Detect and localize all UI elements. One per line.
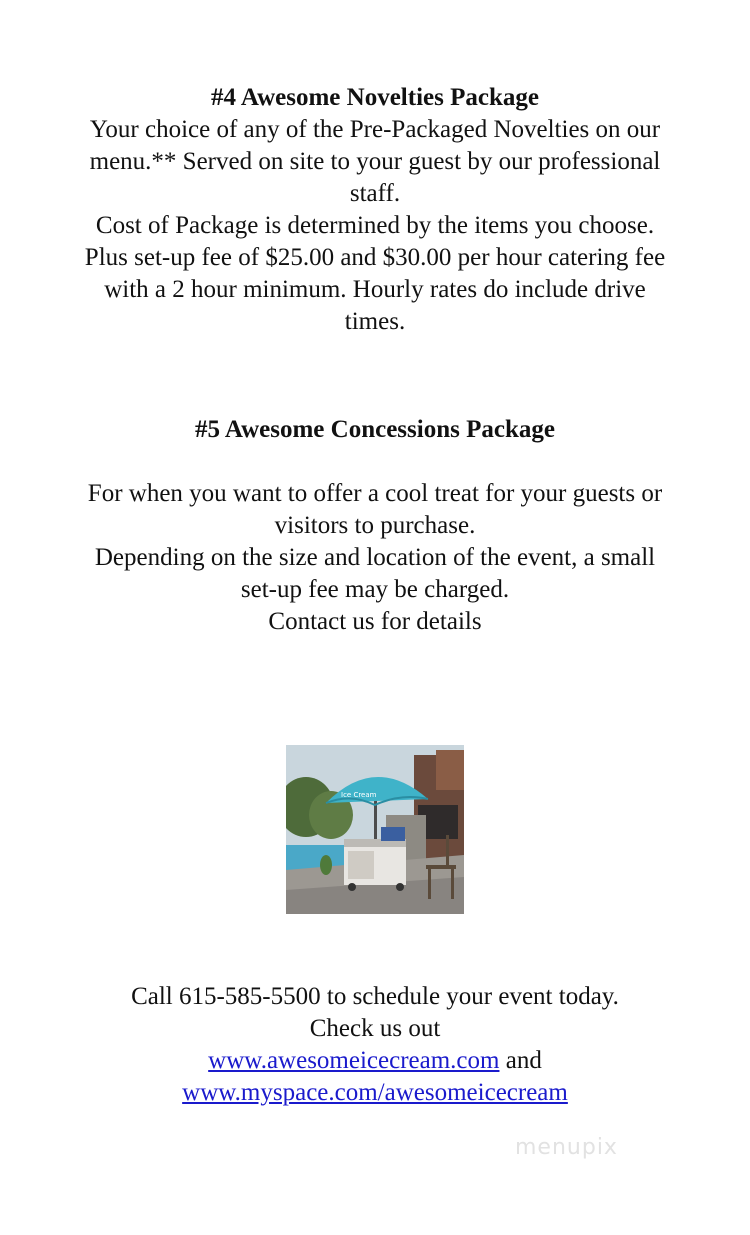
check-us-out-text: Check us out xyxy=(309,1015,441,1042)
call-to-schedule-text: Call 615-585-5500 to schedule your event today. xyxy=(131,983,619,1010)
package-4-line: Cost of Package is determined by the items you choose. xyxy=(95,212,655,239)
package-5-line: For when you want to offer a cool treat for your guests or xyxy=(87,480,663,507)
myspace-line xyxy=(0,1077,750,1109)
package-4-line: Plus set-up fee of $25.00 and $30.00 per hour catering fee xyxy=(84,244,666,271)
package-5-line: Contact us for details xyxy=(268,608,482,635)
package-5-section xyxy=(0,414,750,638)
package-5-line: Depending on the size and location of the event, a small xyxy=(94,544,656,571)
myspace-link[interactable]: www.myspace.com/awesomeicecream xyxy=(182,1079,568,1106)
package-4-line: times. xyxy=(344,308,406,335)
package-4-heading: #4 Awesome Novelties Package xyxy=(211,84,539,111)
ice-cream-cart-photo xyxy=(286,745,464,914)
spacer xyxy=(0,446,750,478)
menupix-watermark: menupix xyxy=(515,1135,618,1160)
package-5-heading: #5 Awesome Concessions Package xyxy=(195,416,555,443)
website-line xyxy=(0,1045,750,1077)
package-5-line: set-up fee may be charged. xyxy=(240,576,510,603)
package-4-line: Your choice of any of the Pre-Packaged Novelties on our xyxy=(89,116,661,143)
and-text: and xyxy=(499,1047,542,1074)
contact-section xyxy=(0,981,750,1109)
package-4-line: menu.** Served on site to your guest by our professional xyxy=(89,148,661,175)
package-4-line: staff. xyxy=(349,180,401,207)
svg-text:Ice Cream: Ice Cream xyxy=(341,791,377,799)
package-4-line: with a 2 hour minimum. Hourly rates do include drive xyxy=(104,276,646,303)
awesomeicecream-link[interactable]: www.awesomeicecream.com xyxy=(208,1047,500,1074)
package-4-section xyxy=(0,82,750,338)
package-5-line: visitors to purchase. xyxy=(274,512,476,539)
